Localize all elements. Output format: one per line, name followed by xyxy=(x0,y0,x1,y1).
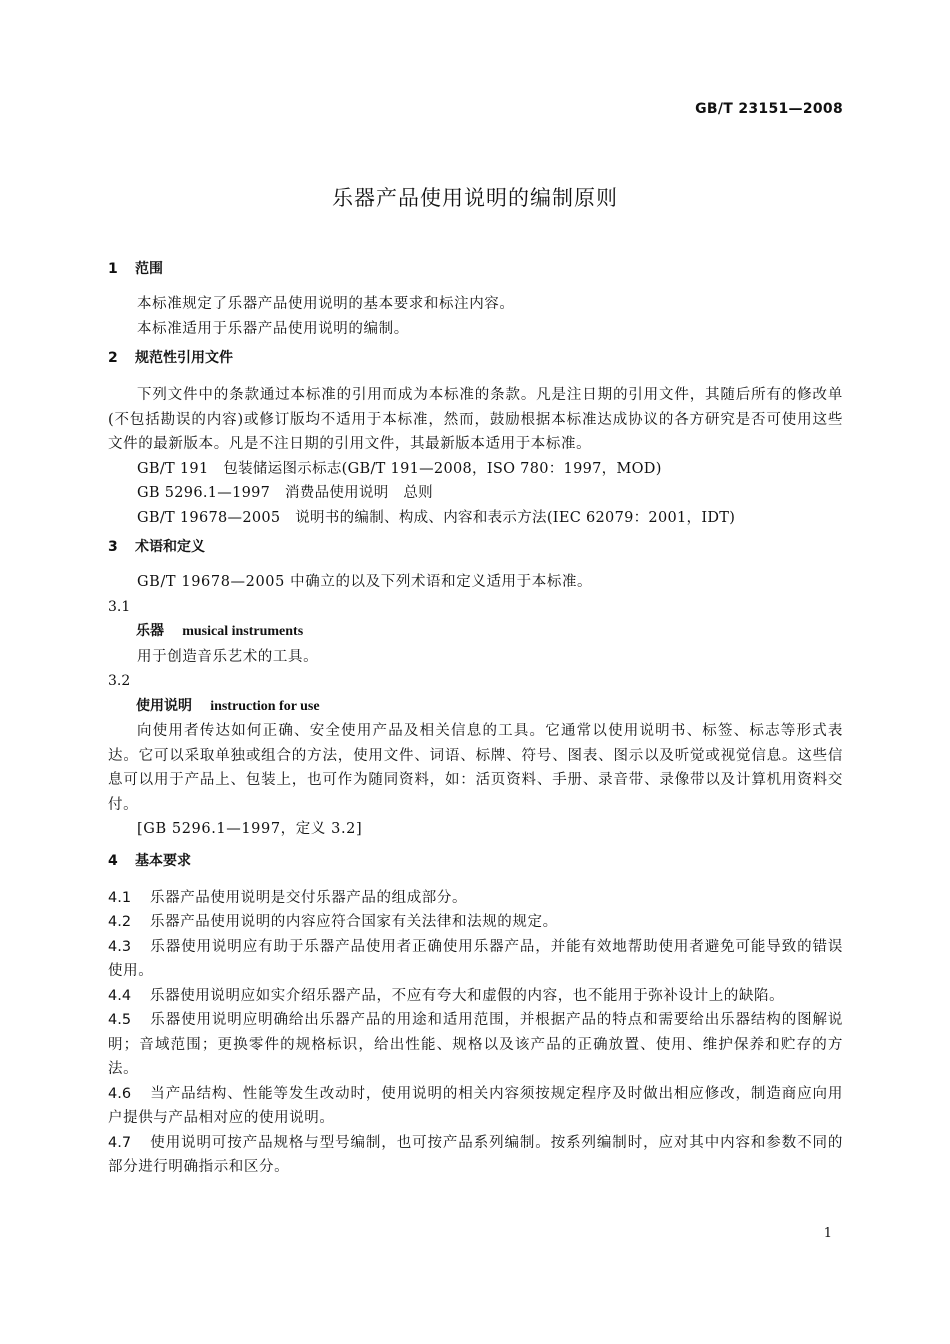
requirement-item: 4.5 乐器使用说明应明确给出乐器产品的用途和适用范围，并根据产品的特点和需要给出乐器结构的图解说明；音域范围；更换零件的规格标识，给出性能、规格以及该产品的正确放置、使用、维护保养和贮存的方法。 xyxy=(108,1012,843,1077)
term-entry: 乐器 musical instruments xyxy=(136,623,304,639)
term-number: 3.2 xyxy=(108,673,131,689)
section-heading: 3 术语和定义 xyxy=(108,539,205,555)
requirement-item: 4.6 当产品结构、性能等发生改动时，使用说明的相关内容须按规定程序及时做出相应修改，制造商应向用户提供与产品相对应的使用说明。 xyxy=(108,1085,843,1126)
term-source: [GB 5296.1—1997，定义 3.2] xyxy=(137,821,363,837)
section-heading: 4 基本要求 xyxy=(108,852,191,869)
standard-number: GB/T 23151—2008 xyxy=(695,101,843,117)
requirement-item: 4.4 乐器使用说明应如实介绍乐器产品，不应有夸大和虚假的内容，也不能用于弥补设计上的缺陷。 xyxy=(108,987,785,1004)
paragraph: 下列文件中的条款通过本标准的引用而成为本标准的条款。凡是注日期的引用文件，其随后所有的修改单(不包括勘误的内容)或修订版均不适用于本标准，然而，鼓励根据本标准达成协议的各方研究是否可使用这些文件的最新版本。凡是不注日期的引用文件，其最新版本适用于本标准。 xyxy=(108,387,843,452)
term-number: 3.1 xyxy=(108,598,131,615)
document-title: 乐器产品使用说明的编制原则 xyxy=(332,186,618,210)
reference-item: GB/T 191 包装储运图示标志(GB/T 191—2008，ISO 780：1997，MOD) xyxy=(137,460,662,477)
reference-item: GB/T 19678—2005 说明书的编制、构成、内容和表示方法(IEC 62079：2001，IDT) xyxy=(137,509,736,526)
requirement-item: 4.3 乐器使用说明应有助于乐器产品使用者正确使用乐器产品，并能有效地帮助使用者避免可能导致的错误使用。 xyxy=(108,938,843,979)
document-body xyxy=(108,258,843,1180)
term-entry: 使用说明 instruction for use xyxy=(136,697,320,714)
requirement-item: 4.1 乐器产品使用说明是交付乐器产品的组成部分。 xyxy=(108,889,468,906)
term-definition: 向使用者传达如何正确、安全使用产品及相关信息的工具。它通常以使用说明书、标签、标志等形式表达。它可以采取单独或组合的方法，使用文件、词语、标牌、符号、图表、图示以及听觉或视觉信息。这些信息可以用于产品上、包装上，也可作为随同资料，如：活页资料、手册、录音带、录像带以及计算机用资料交付。 xyxy=(108,723,843,813)
requirement-item: 4.7 使用说明可按产品规格与型号编制，也可按产品系列编制。按系列编制时，应对其中内容和参数不同的部分进行明确指示和区分。 xyxy=(108,1134,843,1175)
requirement-item: 4.2 乐器产品使用说明的内容应符合国家有关法律和法规的规定。 xyxy=(108,914,558,930)
paragraph: 本标准规定了乐器产品使用说明的基本要求和标注内容。 xyxy=(137,296,515,312)
paragraph: GB/T 19678—2005 中确立的以及下列术语和定义适用于本标准。 xyxy=(137,574,593,590)
section-heading: 1 范围 xyxy=(108,261,163,277)
page-number: 1 xyxy=(823,1226,832,1241)
reference-item: GB 5296.1—1997 消费品使用说明 总则 xyxy=(137,485,433,501)
paragraph: 本标准适用于乐器产品使用说明的编制。 xyxy=(137,320,409,337)
section-heading: 2 规范性引用文件 xyxy=(108,350,233,366)
term-definition: 用于创造音乐艺术的工具。 xyxy=(137,648,319,665)
